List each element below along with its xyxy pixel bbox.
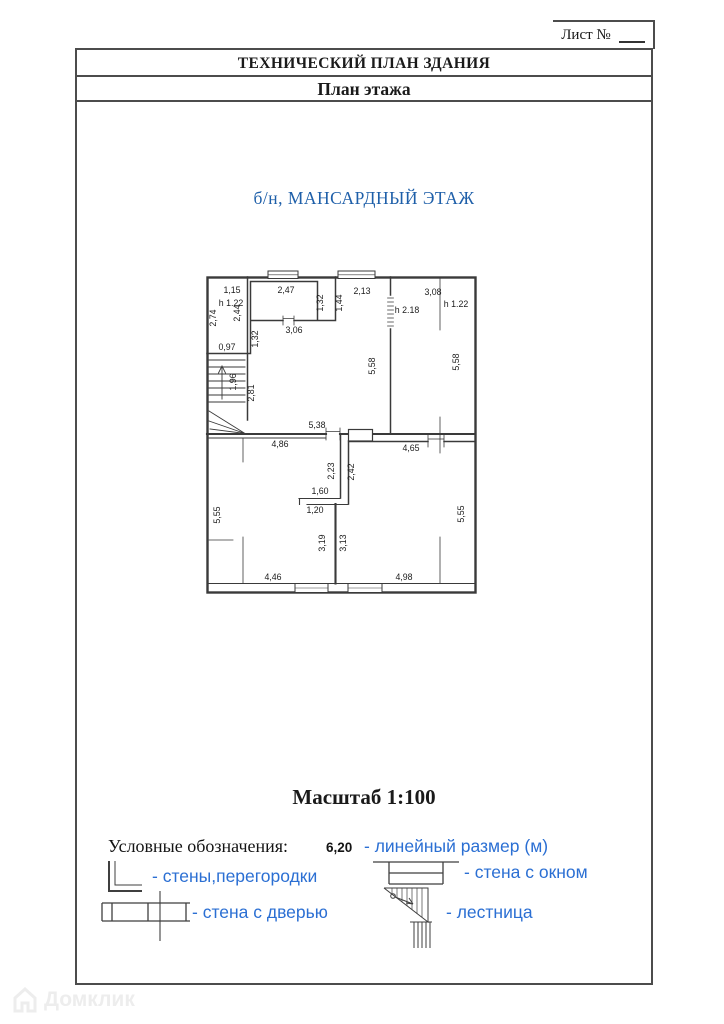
floor-title: б/н, МАНСАРДНЫЙ ЭТАЖ — [253, 188, 475, 208]
legend-stairs-label: - лестница — [446, 902, 533, 922]
dimension-label: 2,47 — [277, 285, 295, 295]
dimension-label: 3,08 — [424, 287, 442, 297]
house-icon — [12, 986, 38, 1014]
dimension-label: 5,58 — [367, 357, 377, 375]
sheet-number-blank — [619, 28, 645, 43]
dimension-label: 4,46 — [264, 572, 282, 582]
dimension-label: 2,44 — [232, 304, 242, 322]
shaft — [349, 430, 373, 442]
legend-linear-dimension-label: - линейный размер (м) — [364, 836, 549, 856]
wall-with-door-icon — [100, 890, 192, 942]
dimension-label: 1,44 — [334, 294, 344, 312]
sheet-number-label: Лист № — [561, 27, 611, 43]
legend-door-label: - стена с дверью — [192, 902, 328, 922]
dimension-label: h 2.18 — [394, 305, 420, 315]
dimension-label: 2,74 — [208, 309, 218, 327]
dimension-label: 2,13 — [353, 286, 371, 296]
dimension-label: 1,20 — [306, 505, 324, 515]
dimension-label: 2,42 — [346, 463, 356, 481]
page-subtitle: План этажа — [77, 77, 651, 102]
dimension-label: 4,86 — [271, 439, 289, 449]
stairs — [209, 360, 245, 434]
legend-sample-value: 6,20 — [326, 840, 353, 855]
page-title: ТЕХНИЧЕСКИЙ ПЛАН ЗДАНИЯ — [77, 50, 651, 77]
dimension-label: 4,98 — [395, 572, 413, 582]
dimension-label: 1,96 — [228, 373, 238, 391]
sheet-number-box — [553, 20, 655, 49]
dimension-label: 1,60 — [311, 486, 329, 496]
dimension-label: 5,55 — [456, 505, 466, 523]
dimension-label: 5,38 — [308, 420, 326, 430]
dimension-label: 4,65 — [402, 443, 420, 453]
dimension-label: 1,32 — [315, 294, 325, 312]
floor-plan-svg — [200, 260, 490, 600]
dimension-label: 5,55 — [212, 506, 222, 524]
legend-window-label: - стена с окном — [464, 862, 588, 882]
stairs-icon — [380, 886, 442, 950]
legend — [96, 830, 641, 970]
dimension-label: 1,15 — [223, 285, 241, 295]
dimension-label: h 1.22 — [218, 298, 244, 308]
scale-label: Масштаб 1:100 — [292, 785, 436, 809]
watermark — [12, 986, 135, 1014]
dimension-label: 2,23 — [326, 462, 336, 480]
dimension-label: 3,13 — [338, 534, 348, 552]
dimension-label: h 1.22 — [443, 299, 469, 309]
dimension-label: 0,97 — [218, 342, 236, 352]
dimension-label: 5,58 — [451, 353, 461, 371]
legend-title: Условные обозначения: — [108, 836, 289, 856]
dimension-label: 1,32 — [250, 330, 260, 348]
dimension-label: 2,81 — [246, 384, 256, 402]
legend-walls-label: - стены,перегородки — [152, 866, 318, 886]
stairs-arrow — [219, 366, 226, 399]
dimension-label: 3,19 — [317, 534, 327, 552]
watermark-text: Домклик — [44, 988, 135, 1011]
dimension-label: 3,06 — [285, 325, 303, 335]
